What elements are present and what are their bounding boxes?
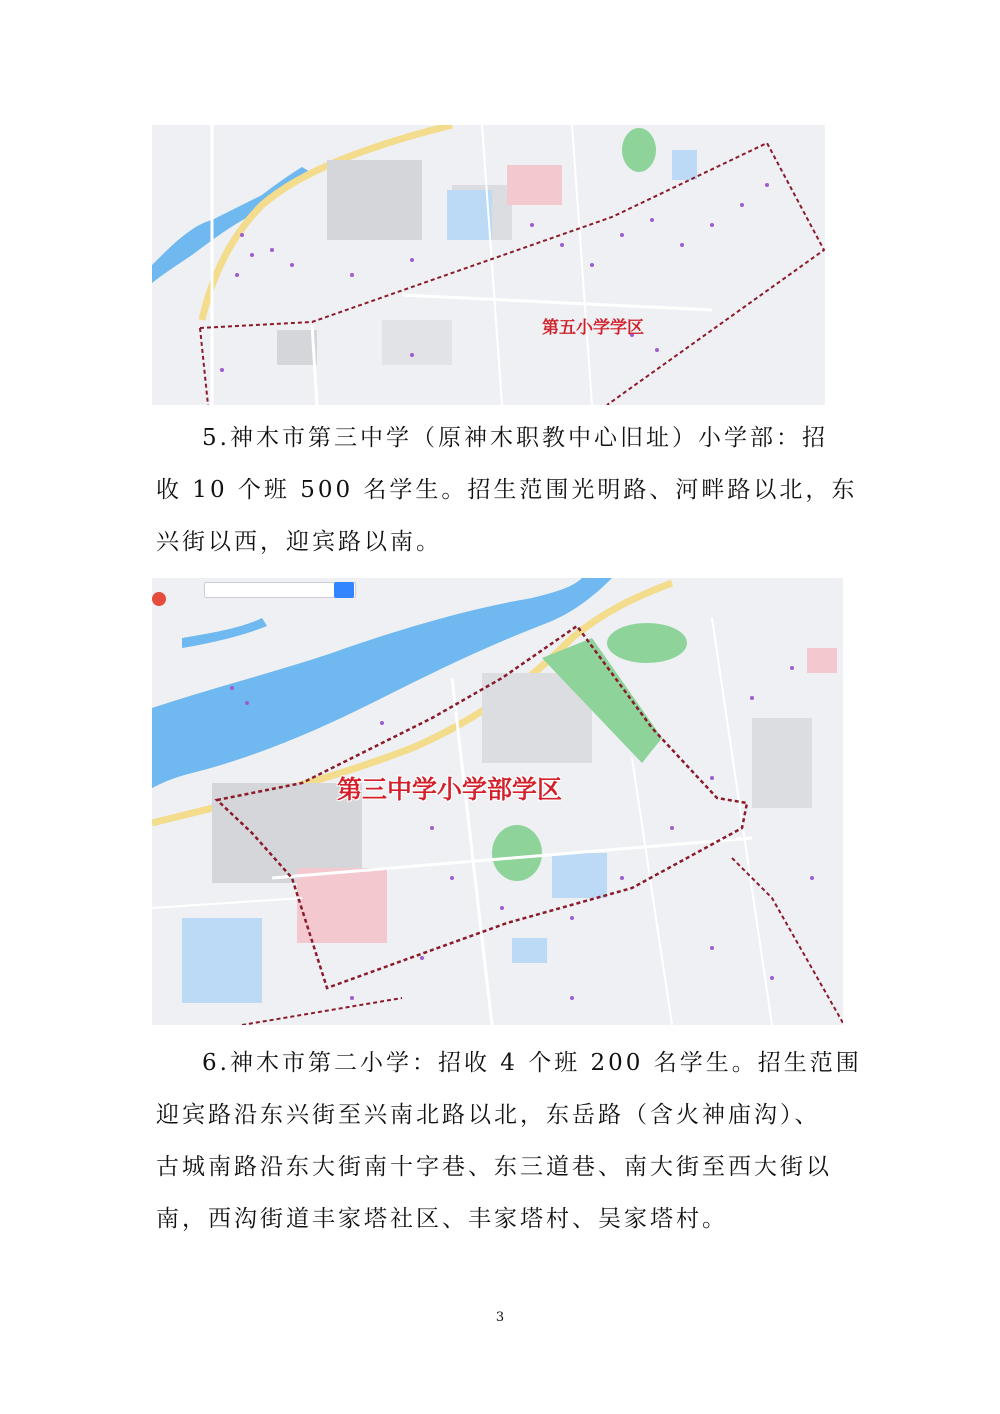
paragraph-line: 兴街以西，迎宾路以南。 xyxy=(156,529,442,555)
paragraph-line: 5.神木市第三中学（原神木职教中心旧址）小学部：招 xyxy=(202,425,828,451)
paragraph-school-5 xyxy=(156,412,856,568)
map-app-logo-icon xyxy=(152,592,166,606)
paragraph-line: 6.神木市第二小学：招收 4 个班 200 名学生。招生范围 xyxy=(202,1050,862,1076)
paragraph-line: 古城南路沿东大街南十字巷、东三道巷、南大街至西大街以 xyxy=(156,1154,832,1180)
map-graphic xyxy=(152,125,825,405)
district-map-third-middle-primary xyxy=(152,578,843,1025)
map2-region-label: 第三中学小学部学区 xyxy=(337,775,563,804)
paragraph-line: 收 10 个班 500 名学生。招生范围光明路、河畔路以北，东 xyxy=(156,477,858,503)
page-number: 3 xyxy=(495,1310,505,1325)
paragraph-line: 迎宾路沿东兴街至兴南北路以北，东岳路（含火神庙沟）、 xyxy=(156,1102,821,1128)
search-icon xyxy=(334,582,354,598)
paragraph-line: 南，西沟街道丰家塔社区、丰家塔村、吴家塔村。 xyxy=(156,1206,728,1232)
paragraph-school-6 xyxy=(156,1037,862,1245)
map1-region-label: 第五小学学区 xyxy=(542,318,644,338)
district-map-fifth-primary xyxy=(152,125,825,405)
